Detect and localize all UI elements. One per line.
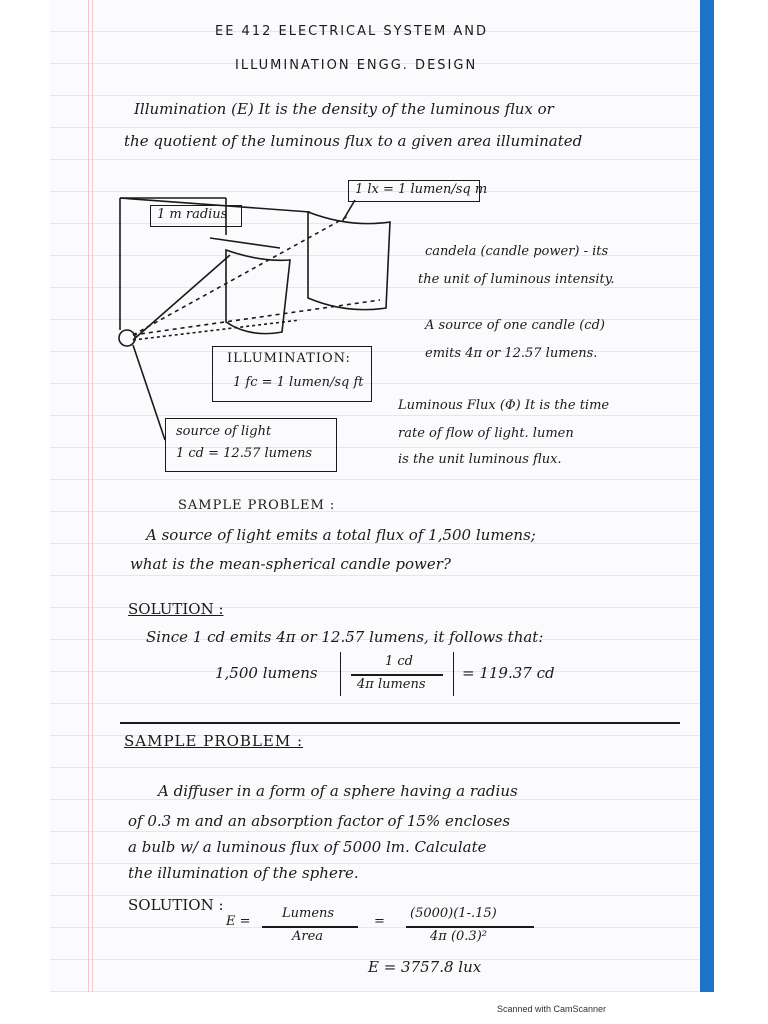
problem1-eq-den: 4π lumens <box>357 677 426 692</box>
problem1-solution-line: Since 1 cd emits 4π or 12.57 lumens, it follows that: <box>146 628 544 646</box>
candela-line-2: the unit of luminous intensity. <box>418 272 615 287</box>
definition-line-1: Illumination (E) It is the density of the luminous flux or <box>134 100 554 118</box>
lux-label-box <box>348 180 488 202</box>
notebook-page <box>50 0 700 992</box>
problem2-frac2-bar <box>406 926 534 928</box>
scanner-footer: Scanned with CamScanner <box>497 1004 607 1014</box>
problem2-frac1-num: Lumens <box>282 906 335 921</box>
problem2-line-3: a bulb w/ a luminous flux of 5000 lm. Calculate <box>128 838 487 856</box>
problem2-equals: = <box>374 914 385 929</box>
problem2-frac2-num: (5000)(1-.15) <box>410 906 497 921</box>
source-note-line-1: A source of one candle (cd) <box>425 318 605 333</box>
flux-line-2: rate of flow of light. lumen <box>398 426 574 441</box>
light-source-icon <box>119 330 135 346</box>
problem1-eq-result: = 119.37 cd <box>462 664 555 682</box>
source-box <box>165 418 337 472</box>
problem2-e-label: E = <box>226 914 251 929</box>
radius-label: 1 m radius <box>157 207 228 222</box>
problem1-bracket <box>340 652 454 696</box>
section-divider <box>120 722 680 724</box>
problem1-line-2: what is the mean-spherical candle power? <box>130 555 451 573</box>
problem2-solution-heading: SOLUTION : <box>128 896 224 914</box>
source-box-line-1: source of light <box>176 424 272 439</box>
problem2-frac1-bar <box>262 926 358 928</box>
flux-line-1: Luminous Flux (Φ) It is the time <box>398 398 610 413</box>
problem2-answer: E = 3757.8 lux <box>368 958 482 976</box>
title-line-2: ILLUMINATION ENGG. DESIGN <box>235 58 478 73</box>
candela-line-1: candela (candle power) - its <box>425 244 609 259</box>
problem2-frac1-den: Area <box>292 929 324 944</box>
problem1-eq-num: 1 cd <box>385 654 414 669</box>
source-box-line-2: 1 cd = 12.57 lumens <box>176 446 313 461</box>
small-surface <box>226 250 290 334</box>
problem2-heading: SAMPLE PROBLEM : <box>124 732 304 750</box>
illumination-box <box>212 346 372 402</box>
source-note-line-2: emits 4π or 12.57 lumens. <box>425 346 598 361</box>
problem1-eq-left: 1,500 lumens <box>215 664 318 682</box>
problem1-heading: SAMPLE PROBLEM : <box>178 498 336 513</box>
title-line-1: EE 412 ELECTRICAL SYSTEM AND <box>215 24 488 39</box>
lux-label: 1 lx = 1 lumen/sq m <box>355 182 488 197</box>
problem2-line-4: the illumination of the sphere. <box>128 864 359 882</box>
radius-label-box <box>150 205 242 227</box>
problem1-line-1: A source of light emits a total flux of 1,500 lumens; <box>146 526 536 544</box>
problem1-fraction-bar <box>351 674 443 676</box>
definition-line-2: the quotient of the luminous flux to a given area illuminated <box>124 132 583 150</box>
flux-line-3: is the unit luminous flux. <box>398 452 562 467</box>
large-surface <box>308 212 390 310</box>
problem2-line-2: of 0.3 m and an absorption factor of 15% encloses <box>128 812 511 830</box>
illumination-box-eq: 1 fc = 1 lumen/sq ft <box>233 375 364 390</box>
problem2-frac2-den: 4π (0.3)² <box>430 929 487 944</box>
illumination-box-title: ILLUMINATION: <box>227 351 351 366</box>
problem1-solution-heading: SOLUTION : <box>128 600 224 618</box>
problem2-line-1: A diffuser in a form of a sphere having a radius <box>158 782 518 800</box>
